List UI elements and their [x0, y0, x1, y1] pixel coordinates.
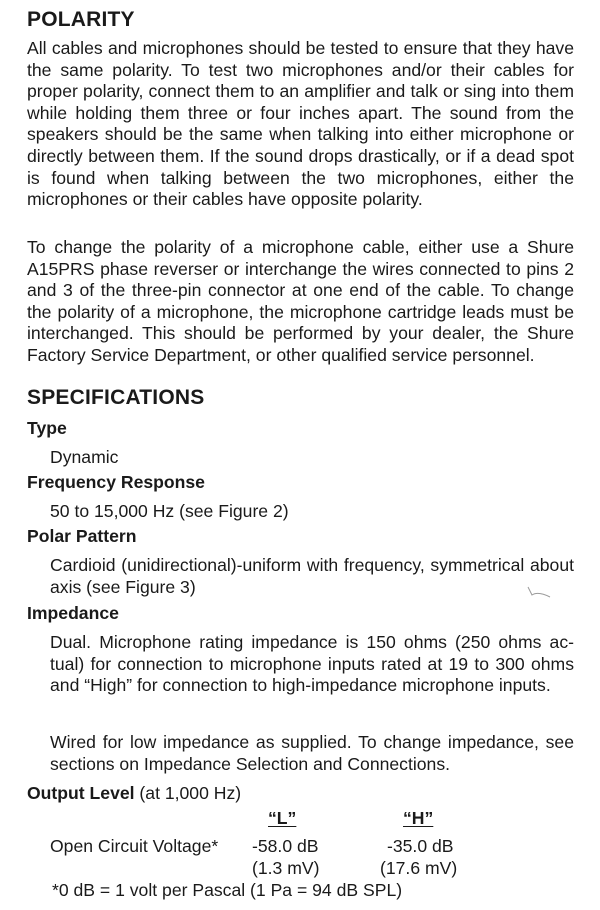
l-value-db: -58.0 dB [252, 836, 319, 856]
output-level-footnote: *0 dB = 1 volt per Pascal (1 Pa = 94 dB SPL) [52, 880, 403, 900]
polarity-heading: POLARITY [27, 8, 135, 31]
frequency-response-label: Frequency Response [27, 472, 205, 492]
pencil-mark [526, 585, 552, 599]
polar-pattern-label: Polar Pattern [27, 526, 137, 546]
output-level-label: Output Level [27, 783, 135, 803]
polar-pattern-value: Cardioid (unidirectional)-uniform with frequency, symmetrical about axis (see Figure 3) [50, 555, 574, 597]
output-level-heading [27, 783, 241, 804]
l-value-mv: (1.3 mV) [252, 858, 320, 878]
polarity-paragraph-1: All cables and microphones should be tested to ensure that they have the same polarity. To test two microphones and/or their cables for proper polarity, connect them to an amplifier and talk or sing into them while holding them three or four inches apart. The sound from the speakers should be the same when talking into either microphone or directly between them. If the sound drops drastically, or if a dead spot is found when talking between the two microphones, either the microphones or their cables have opposite polarity. [27, 38, 574, 210]
column-header-l: “L” [268, 808, 297, 828]
column-header-h: “H” [403, 808, 434, 828]
h-value-mv: (17.6 mV) [380, 858, 458, 878]
impedance-label: Impedance [27, 603, 119, 623]
polarity-paragraph-2: To change the polarity of a microphone cable, either use a Shure A15PRS phase reverser or interchange the wires connected to pins 2 and 3 of the three-pin connector at one end of the cable. To change the polarity of a microphone, the microphone cartridge leads must be interchanged. This should be performed by your dealer, the Shure Factory Service Department, or other qualified service personnel. [27, 237, 574, 365]
output-level-qualifier: (at 1,000 Hz) [139, 783, 242, 803]
h-value-db: -35.0 dB [387, 836, 454, 856]
type-label: Type [27, 418, 67, 438]
impedance-value-1: Dual. Microphone rating impedance is 150 ohms (250 ohms ac-tual) for connection to microphone inputs rated at 19 to 300 ohms and “High” for connection to high-impedance microphone inputs. [50, 632, 574, 696]
open-circuit-voltage-label: Open Circuit Voltage* [50, 836, 219, 856]
type-value: Dynamic [50, 447, 119, 467]
specifications-heading: SPECIFICATIONS [27, 386, 205, 409]
frequency-response-value: 50 to 15,000 Hz (see Figure 2) [50, 501, 289, 521]
impedance-value-2: Wired for low impedance as supplied. To change impedance, see sections on Impedance Selection and Connections. [50, 732, 574, 774]
